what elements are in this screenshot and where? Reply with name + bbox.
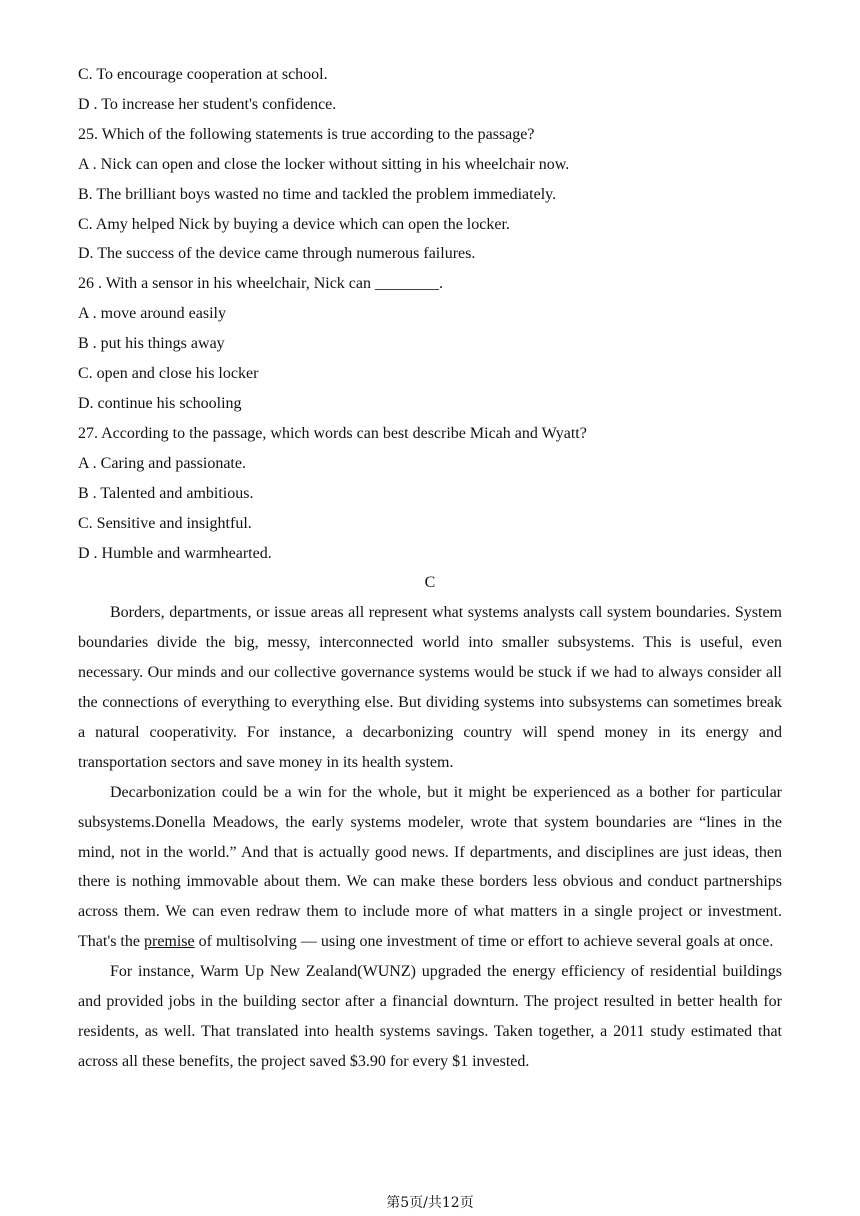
q27-option-a: A . Caring and passionate. <box>78 454 246 472</box>
passage-paragraph-1: Borders, departments, or issue areas all represent what systems analysts call system boundaries. System boundaries divide the big, messy, interconnected world into smaller subsystems. This is useful, even necessary. Our minds and our collective governance systems would be stuck if we had to always consider all the connections of everything to everything else. But dividing systems into subsystems can sometimes break a natural cooperativity. For instance, a decarbonizing country will spend money in its energy and transportation sectors and save money in its health system. <box>78 604 782 771</box>
q26-stem: 26 . With a sensor in his wheelchair, Nick can ________. <box>78 275 444 293</box>
q27-option-c: C. Sensitive and insightful. <box>78 514 252 532</box>
passage-paragraph-2 <box>78 778 782 957</box>
q27-stem: 27. According to the passage, which words can best describe Micah and Wyatt? <box>78 424 587 442</box>
document-page <box>78 60 782 1077</box>
q25-option-c: C. Amy helped Nick by buying a device which can open the locker. <box>78 215 510 233</box>
q26-option-c: C. open and close his locker <box>78 365 259 383</box>
passage-paragraph-3: For instance, Warm Up New Zealand(WUNZ) upgraded the energy efficiency of residential buildings and provided jobs in the building sector after a financial downturn. The project resulted in better health for residents, as well. That translated into health systems savings. Taken together, a 2011 study estimated that across all these benefits, the project saved $3.90 for every $1 invested. <box>78 963 782 1070</box>
q27-option-b: B . Talented and ambitious. <box>78 484 254 502</box>
q27-option-d: D . Humble and warmhearted. <box>78 544 272 562</box>
paragraph-2-text-before: Decarbonization could be a win for the whole, but it might be experienced as a bother for particular subsystems.Donella Meadows, the early systems modeler, wrote that system boundaries are “lines in the mind, not in the world.” And that is actually good news. If departments, and disciplines are just ideas, then there is nothing immovable about them. We can make these borders less obvious and conduct partnerships across them. We can even redraw them to include more of what matters in a single project or investment. That's the <box>78 783 782 951</box>
q25-option-d: D. The success of the device came through numerous failures. <box>78 245 476 263</box>
q26-option-d: D. continue his schooling <box>78 394 242 412</box>
underlined-word-premise: premise <box>143 933 195 951</box>
q24-option-c: C. To encourage cooperation at school. <box>78 66 328 83</box>
page-number: 第5页/共12页 <box>386 1195 474 1211</box>
section-heading: C <box>424 574 436 592</box>
paragraph-2-text-after: of multisolving — using one investment of time or effort to achieve several goals at once. <box>194 933 774 951</box>
q25-stem: 25. Which of the following statements is true according to the passage? <box>78 125 535 143</box>
q25-option-b: B. The brilliant boys wasted no time and tackled the problem immediately. <box>78 185 557 203</box>
q26-option-b: B . put his things away <box>78 335 225 353</box>
q26-option-a: A . move around easily <box>78 305 226 323</box>
q24-option-d: D . To increase her student's confidence. <box>78 95 337 113</box>
q25-option-a: A . Nick can open and close the locker without sitting in his wheelchair now. <box>78 155 570 173</box>
